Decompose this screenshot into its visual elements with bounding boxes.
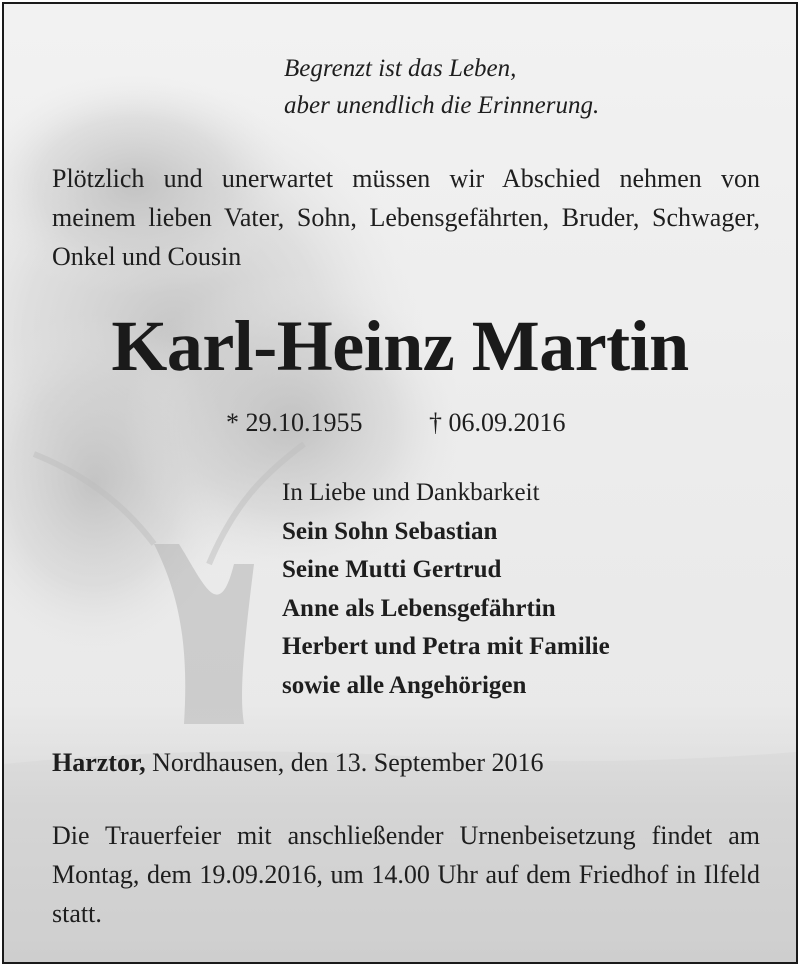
quote-line: aber unendlich die Erinnerung.	[284, 92, 600, 119]
mourners-block	[282, 474, 610, 705]
mourner-line: Anne als Lebensgefährtin	[282, 594, 556, 622]
mourners-intro: In Liebe und Dankbarkeit	[282, 479, 540, 506]
notice-content	[4, 4, 796, 962]
mourner-line: Seine Mutti Gertrud	[282, 556, 502, 583]
place-name: Harztor,	[52, 748, 146, 777]
place-and-date	[52, 746, 543, 780]
obituary-notice	[2, 2, 798, 964]
birth-date: * 29.10.1955	[226, 408, 363, 437]
deceased-name: Karl-Heinz Martin	[111, 306, 689, 386]
mourner-line: Sein Sohn Sebastian	[282, 517, 498, 545]
death-date: † 06.09.2016	[429, 408, 566, 437]
intro-text: Plötzlich und unerwartet müssen wir Abschied nehmen von meinem lieben Vater, Sohn, Lebensgefährten, Bruder, Schwager, Onkel und Cousin	[52, 164, 760, 271]
place-date: Nordhausen, den 13. September 2016	[145, 748, 544, 777]
mourner-line: sowie alle Angehörigen	[282, 671, 527, 699]
funeral-service-text: Die Trauerfeier mit anschließender Urnenbeisetzung findet am Montag, dem 19.09.2016, um 14.00 Uhr auf dem Friedhof in Ilfeld statt.	[52, 821, 760, 928]
memorial-quote	[284, 50, 599, 124]
mourner-line: Herbert und Petra mit Familie	[282, 633, 610, 660]
quote-line: Begrenzt ist das Leben,	[284, 55, 517, 82]
